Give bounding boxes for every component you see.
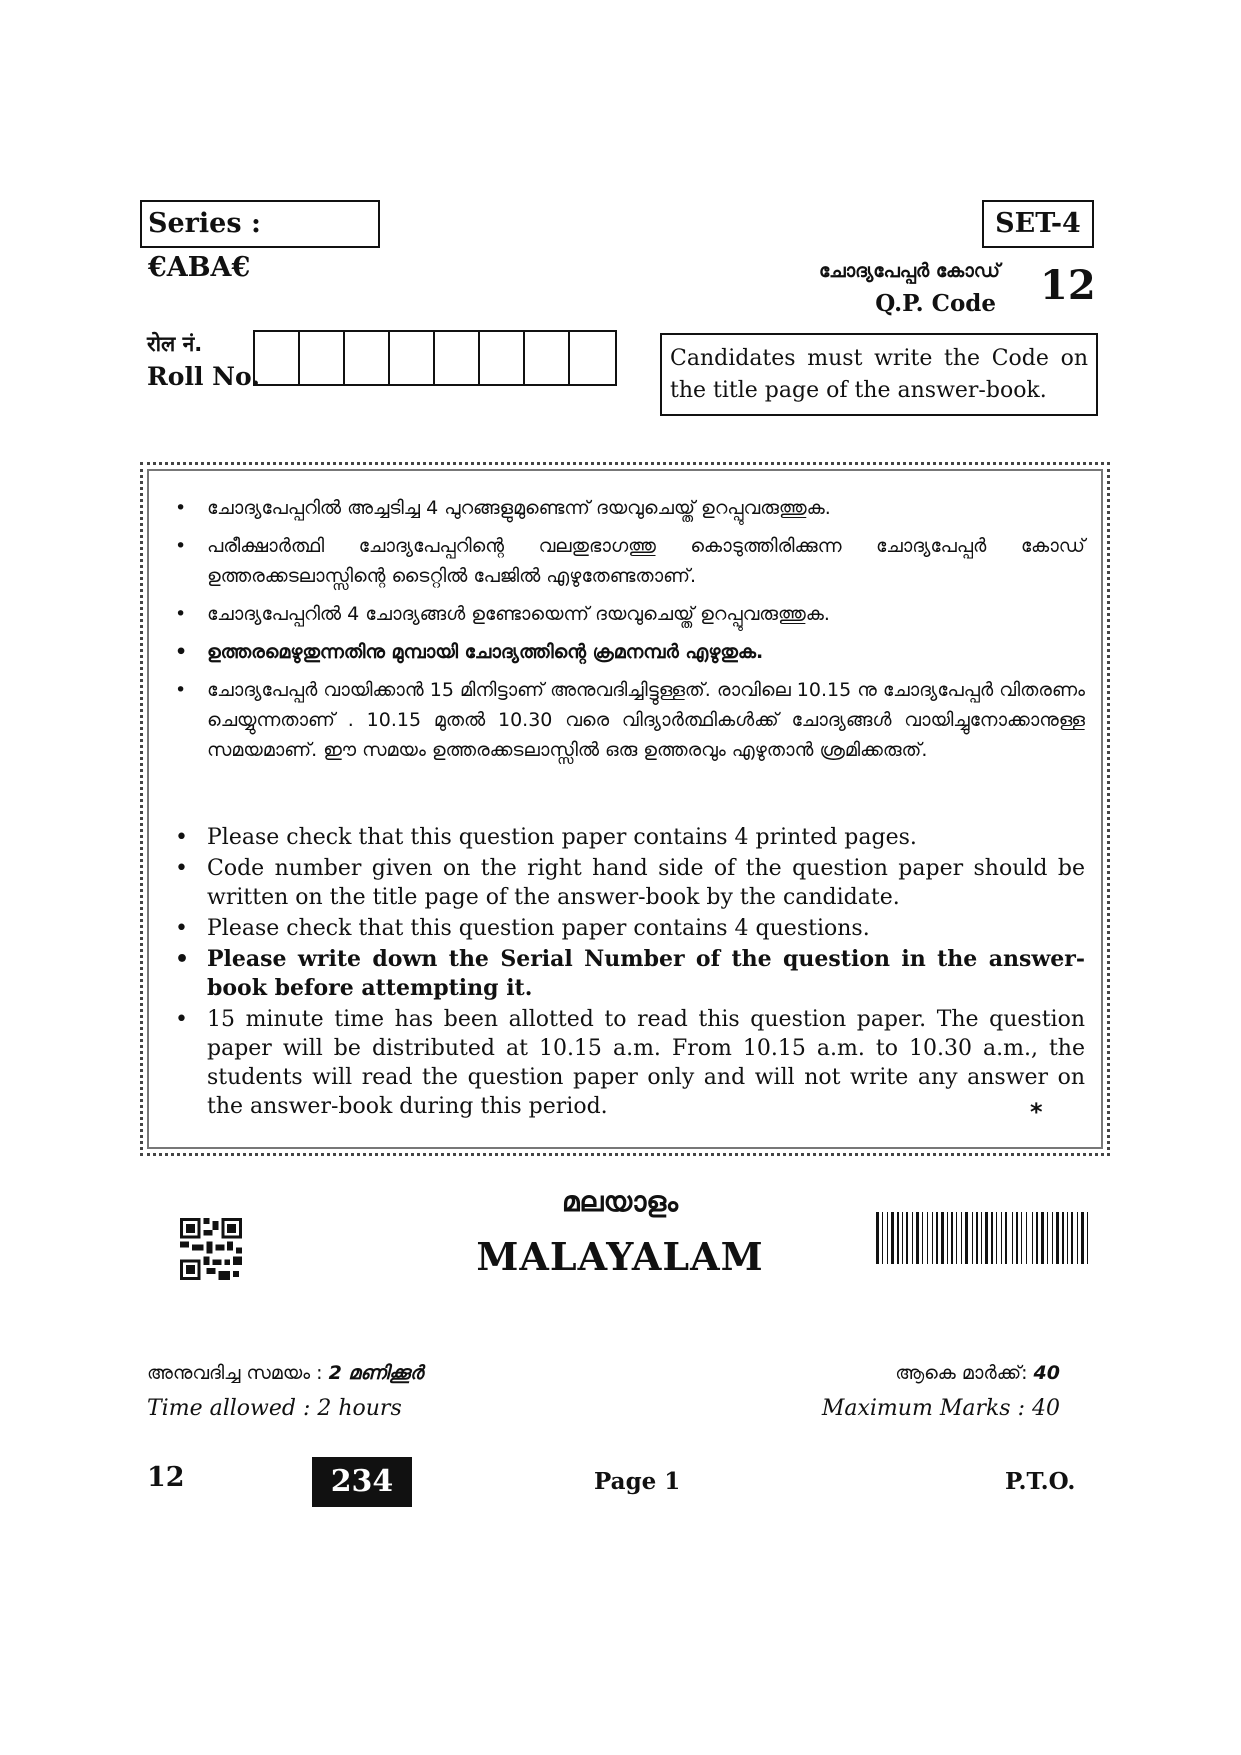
bullet-icon: • xyxy=(175,535,187,557)
bullet-icon: • xyxy=(175,916,188,941)
instructions-box xyxy=(140,462,1110,1156)
instruction-en-item: • Please check that this question paper contains 4 questions. xyxy=(175,916,870,941)
bullet-icon: • xyxy=(175,497,187,519)
qp-code-value: 12 xyxy=(1040,262,1096,309)
pto-label: P.T.O. xyxy=(1005,1468,1076,1495)
roll-box[interactable] xyxy=(255,332,300,384)
roll-box[interactable] xyxy=(480,332,525,384)
instruction-en-item: • Please check that this question paper contains 4 printed pages. xyxy=(175,825,917,850)
barcode-icon xyxy=(876,1212,1090,1264)
max-marks-en: Maximum Marks : 40 xyxy=(821,1396,1060,1421)
star-mark: * xyxy=(1030,1098,1043,1126)
qp-code-label-en: Q.P. Code xyxy=(875,290,996,317)
candidate-note: Candidates must write the Code on the title page of the answer-book. xyxy=(660,333,1098,416)
instruction-ml-item: • പരീക്ഷാർത്ഥി ചോദ്യപേപ്പറിന്റെ വലതുഭാഗത്തു കൊടുത്തിരിക്കുന്ന ചോദ്യപേപ്പർ കോഡ് ഉത്തരക്കടലാസ്സിന്റെ ടൈറ്റിൽ പേജിൽ എഴുതേണ്ടതാണ്. xyxy=(165,531,1085,591)
bullet-icon: • xyxy=(175,603,187,625)
series-label: Series : €ABA€ xyxy=(140,200,380,248)
instructions-en-list xyxy=(165,823,1085,1123)
qr-code-icon xyxy=(180,1218,242,1280)
roll-box[interactable] xyxy=(525,332,570,384)
instruction-ml-item: • ചോദ്യപേപ്പറിൽ 4 ചോദ്യങ്ങൾ ഉണ്ടോയെന്ന് ദയവുചെയ്ത് ഉറപ്പുവരുത്തുക. xyxy=(165,599,1085,629)
qp-code-label-ml: ചോദ്യപേപ്പർ കോഡ് xyxy=(818,260,1000,282)
bullet-icon: • xyxy=(175,856,188,881)
time-allowed-ml: അനുവദിച്ച സമയം : 2 മണിക്കൂർ xyxy=(147,1362,424,1384)
roll-label-hi: रोल नं. xyxy=(147,332,203,356)
instruction-en-item: • Code number given on the right hand side of the question paper should be written on the title page of the answer-book by the candidate. xyxy=(175,856,1085,910)
instruction-ml-item: • ചോദ്യപേപ്പറിൽ അച്ചടിച്ച 4 പുറങ്ങളുമുണ്ടെന്ന് ദയവുചെയ്ത് ഉറപ്പുവരുത്തുക. xyxy=(165,493,1085,523)
max-marks-ml: ആകെ മാർക്ക്: 40 xyxy=(895,1362,1060,1384)
footer-boxed-number: 234 xyxy=(312,1457,412,1507)
footer-code: 12 xyxy=(147,1462,185,1493)
bullet-icon: • xyxy=(175,679,187,701)
instruction-en-item: • 15 minute time has been allotted to read this question paper. The question paper will be distributed at 10.15 a.m. From 10.15 a.m. to 10.30 a.m., the students will read the question paper only and will not write any answer on the answer-book during this period. xyxy=(175,1007,1085,1119)
roll-box[interactable] xyxy=(300,332,345,384)
bullet-icon: • xyxy=(175,947,190,972)
roll-box[interactable] xyxy=(390,332,435,384)
bullet-icon: • xyxy=(175,641,188,663)
set-label: SET-4 xyxy=(982,200,1094,248)
roll-box[interactable] xyxy=(435,332,480,384)
instruction-en-item: • Please write down the Serial Number of the question in the answer-book before attempting it. xyxy=(175,946,1085,1001)
instructions-ml-list xyxy=(165,493,1085,773)
roll-label-en: Roll No. xyxy=(147,362,260,391)
subject-title-en: MALAYALAM xyxy=(476,1234,764,1279)
time-allowed-en: Time allowed : 2 hours xyxy=(147,1396,402,1421)
page-number: Page 1 xyxy=(594,1468,681,1495)
subject-title-ml: മലയാളം xyxy=(561,1185,679,1218)
roll-box[interactable] xyxy=(570,332,615,384)
instruction-ml-item: • ചോദ്യപേപ്പർ വായിക്കാൻ 15 മിനിട്ടാണ് അനുവദിച്ചിട്ടുള്ളത്. രാവിലെ 10.15 നു ചോദ്യപേപ്പർ വിതരണം ചെയ്യുന്നതാണ് . 10.15 മുതൽ 10.30 വരെ വിദ്യാർത്ഥികൾക്ക് ചോദ്യങ്ങൾ വായിച്ചുനോക്കാനുള്ള സമയമാണ്. ഈ സമയം ഉത്തരക്കടലാസ്സിൽ ഒരു ഉത്തരവും എഴുതാൻ ശ്രമിക്കരുത്. xyxy=(165,675,1085,765)
roll-number-boxes[interactable] xyxy=(253,330,617,386)
roll-box[interactable] xyxy=(345,332,390,384)
bullet-icon: • xyxy=(175,1007,188,1032)
bullet-icon: • xyxy=(175,825,188,850)
instruction-ml-item: • ഉത്തരമെഴുതുന്നതിനു മുമ്പായി ചോദ്യത്തിന്റെ ക്രമനമ്പർ എഴുതുക. xyxy=(165,637,1085,667)
